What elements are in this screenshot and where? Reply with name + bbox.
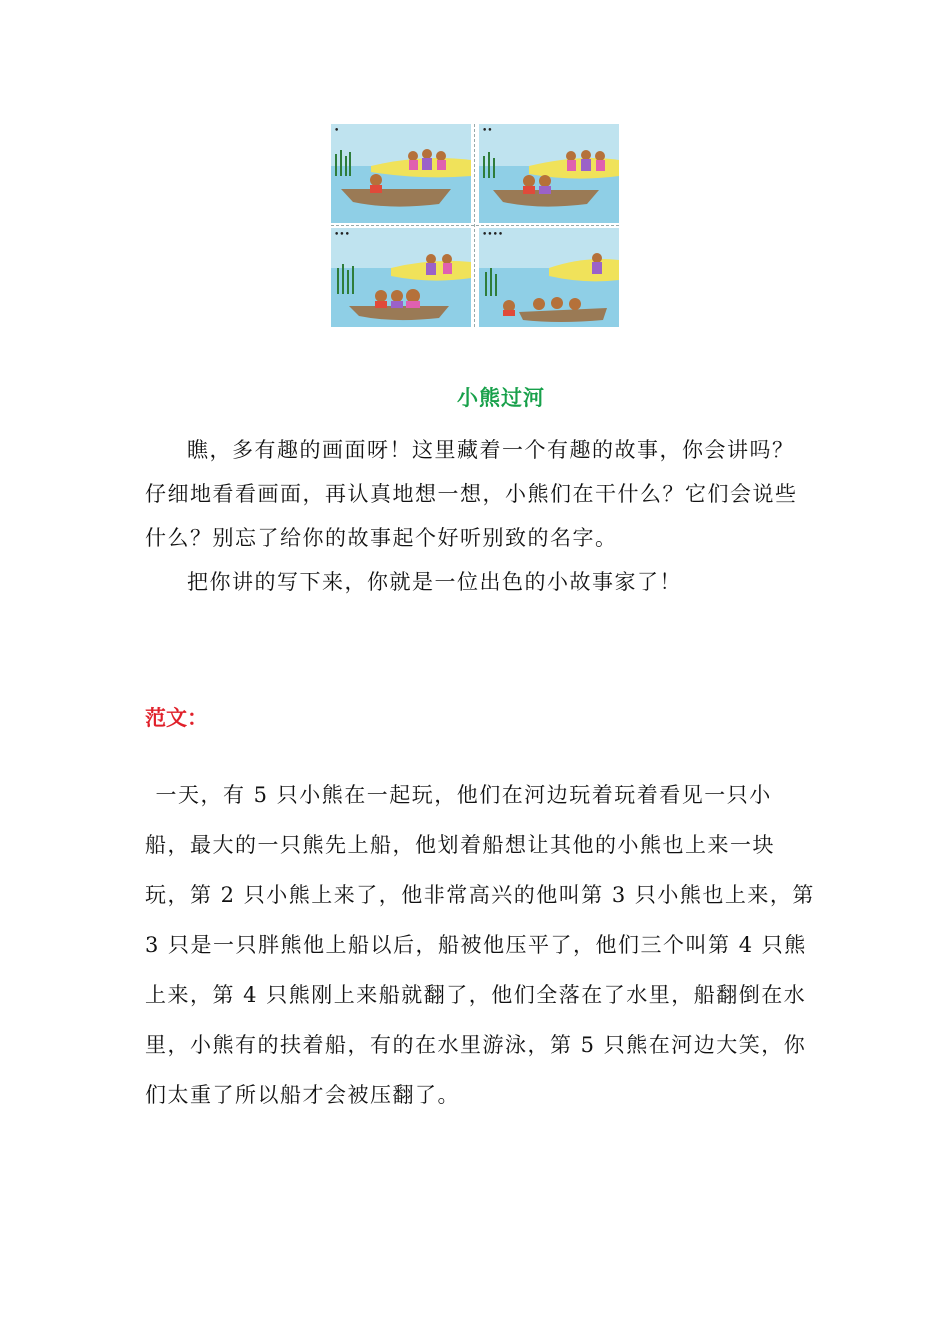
- picture-panel-2: [479, 124, 619, 223]
- story-title: 小熊过河: [457, 385, 545, 410]
- prompt-paragraph-2: 把你讲的写下来，你就是一位出色的小故事家了！: [187, 570, 682, 594]
- panel-2-marker: ••: [482, 126, 493, 136]
- prompt-paragraph-1: 瞧，多有趣的画面呀！这里藏着一个有趣的故事，你会讲吗？仔细地看看画面，再认真地想一想，小熊们在干什么？它们会说些什么？别忘了给你的故事起个好听别致的名字。: [145, 438, 798, 550]
- prompt-text: [145, 428, 815, 604]
- panel-divider-horizontal: [331, 225, 619, 226]
- panel-1-marker: •: [334, 126, 340, 136]
- model-essay: [145, 770, 815, 1120]
- picture-panel-4: [479, 228, 619, 327]
- story-illustration: [331, 124, 619, 327]
- panel-3-marker: •••: [334, 230, 350, 240]
- panel-4-marker: ••••: [482, 230, 504, 240]
- picture-panel-1: [331, 124, 471, 223]
- picture-panel-3: [331, 228, 471, 327]
- model-essay-label: 范文：: [145, 705, 208, 730]
- model-essay-paragraph: 一天，有 5 只小熊在一起玩，他们在河边玩着玩着看见一只小船，最大的一只熊先上船，他划着船想让其他的小熊也上来一块玩，第 2 只小熊上来了，他非常高兴的他叫第 3 只小熊也上来，第 3 只是一只胖熊他上船以后，船被他压平了，他们三个叫第 4 只熊上来，第 4 只熊刚上来船就翻了，他们全落在了水里，船翻倒在水里，小熊有的扶着船，有的在水里游泳，第 5 只熊在河边大笑，你们太重了所以船才会被压翻了。: [145, 783, 815, 1107]
